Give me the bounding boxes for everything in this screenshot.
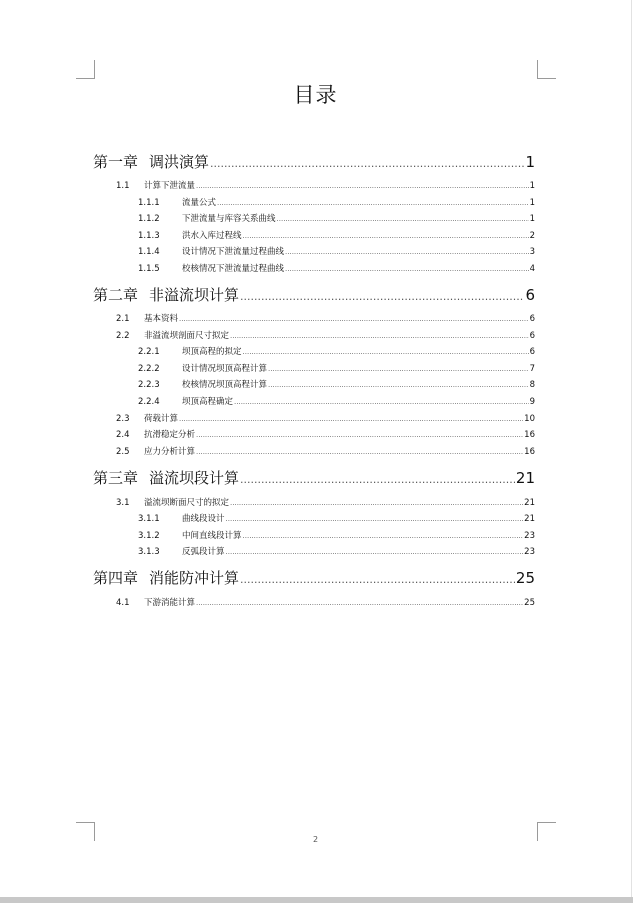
toc-leader-dots <box>234 396 529 408</box>
toc-entry-number: 1.1.4 <box>138 247 160 257</box>
toc-entry-text: 基本资料 <box>144 314 179 324</box>
toc-entry-number: 2.2 <box>116 331 130 341</box>
toc-entry-page: 1 <box>529 214 535 224</box>
toc-entry-page: 6 <box>529 347 535 357</box>
toc-entry-text: 洪水入库过程线 <box>182 231 242 241</box>
toc-title: 目录 <box>293 83 338 107</box>
toc-entry-text: 溢流坝断面尺寸的拟定 <box>144 498 230 508</box>
toc-entry-number: 1.1.5 <box>138 264 160 274</box>
toc-leader-dots <box>179 413 523 425</box>
toc-entry[interactable] <box>138 546 535 558</box>
toc-entry[interactable] <box>138 246 535 258</box>
toc-entry-text: 反弧段计算 <box>182 547 225 557</box>
toc-leader-dots <box>268 379 529 391</box>
toc-entry-number: 2.4 <box>116 430 130 440</box>
toc-entry-number: 3.1.1 <box>138 514 160 524</box>
toc-entry-number: 2.2.1 <box>138 347 160 357</box>
toc-entry[interactable] <box>138 530 535 542</box>
toc-entry-text: 抗滑稳定分析 <box>144 430 196 440</box>
toc-leader-dots <box>277 213 529 225</box>
toc-entry[interactable] <box>138 379 535 391</box>
toc-entry[interactable] <box>116 413 535 425</box>
toc-entry-number: 2.2.3 <box>138 380 160 390</box>
toc-entry-text: 调洪演算 <box>149 153 210 171</box>
toc-entry-number: 1.1 <box>116 181 130 191</box>
toc-entry-number: 第一章 <box>93 153 139 171</box>
toc-entry-number: 2.2.2 <box>138 364 160 374</box>
toc-entry[interactable] <box>138 230 535 242</box>
crop-mark-top-left <box>76 60 95 79</box>
toc-entry-page: 21 <box>515 469 535 487</box>
toc-entry-number: 3.1.3 <box>138 547 160 557</box>
toc-leader-dots <box>243 230 529 242</box>
toc-entry-text: 中间直线段计算 <box>182 531 242 541</box>
toc-leader-dots <box>179 313 529 325</box>
toc-leader-dots <box>268 363 529 375</box>
toc-entry-page: 7 <box>529 364 535 374</box>
toc-entry[interactable] <box>93 569 535 589</box>
toc-entry-number: 第三章 <box>93 469 139 487</box>
toc-entry-page: 9 <box>529 397 535 407</box>
toc-entry-number: 1.1.1 <box>138 198 160 208</box>
toc-entry-text: 曲线段设计 <box>182 514 225 524</box>
toc-entry-text: 流量公式 <box>182 198 217 208</box>
toc-entry-page: 8 <box>529 380 535 390</box>
toc-entry-text: 设计情况坝顶高程计算 <box>182 364 268 374</box>
toc-entry-page: 10 <box>524 414 535 424</box>
toc-entry-page: 16 <box>524 430 535 440</box>
toc-entry-page: 21 <box>524 498 535 508</box>
toc-entry-page: 2 <box>529 231 535 241</box>
toc-entry-number: 2.3 <box>116 414 130 424</box>
toc-entry-number: 2.2.4 <box>138 397 160 407</box>
toc-entry-number: 3.1.2 <box>138 531 160 541</box>
toc-entry-page: 25 <box>515 569 535 587</box>
toc-entry[interactable] <box>116 313 535 325</box>
toc-leader-dots <box>243 346 529 358</box>
toc-entry-page: 23 <box>524 547 535 557</box>
toc-leader-dots <box>217 197 529 209</box>
toc-entry-text: 计算下泄流量 <box>144 181 196 191</box>
toc-entry[interactable] <box>116 330 535 342</box>
toc-entry-text: 坝顶高程确定 <box>182 397 234 407</box>
toc-entry-text: 校核情况坝顶高程计算 <box>182 380 268 390</box>
toc-leader-dots <box>240 471 515 489</box>
viewer-bottom-edge <box>0 897 633 903</box>
toc-entry-number: 4.1 <box>116 598 130 608</box>
toc-leader-dots <box>196 597 523 609</box>
toc-entry-text: 校核情况下泄流量过程曲线 <box>182 264 285 274</box>
toc-entry-page: 6 <box>529 331 535 341</box>
toc-leader-dots <box>240 288 524 306</box>
toc-entry[interactable] <box>116 597 535 609</box>
toc-entry-number: 1.1.2 <box>138 214 160 224</box>
toc-entry-number: 2.5 <box>116 447 130 457</box>
toc-leader-dots <box>285 246 529 258</box>
toc-entry-text: 下泄流量与库容关系曲线 <box>182 214 276 224</box>
toc-entry-page: 1 <box>525 153 535 171</box>
toc-entry-text: 荷载计算 <box>144 414 179 424</box>
toc-entry-text: 非溢流坝计算 <box>149 286 240 304</box>
toc-leader-dots <box>196 446 523 458</box>
toc-entry-page: 1 <box>529 181 535 191</box>
toc-entry[interactable] <box>138 213 535 225</box>
toc-entry-page: 4 <box>529 264 535 274</box>
toc-entry-page: 1 <box>529 198 535 208</box>
toc-leader-dots <box>230 497 523 509</box>
toc-entry[interactable] <box>138 363 535 375</box>
toc-entry-text: 非溢流坝剖面尺寸拟定 <box>144 331 230 341</box>
toc-entry-text: 溢流坝段计算 <box>149 469 240 487</box>
toc-leader-dots <box>210 155 524 173</box>
toc-entry[interactable] <box>138 346 535 358</box>
toc-entry-page: 16 <box>524 447 535 457</box>
toc-entry-number: 3.1 <box>116 498 130 508</box>
toc-entry-number: 第四章 <box>93 569 139 587</box>
toc-entry-page: 21 <box>524 514 535 524</box>
toc-leader-dots <box>243 530 524 542</box>
toc-entry-number: 第二章 <box>93 286 139 304</box>
toc-entry[interactable] <box>93 469 535 489</box>
toc-entry-number: 1.1.3 <box>138 231 160 241</box>
toc-entry[interactable] <box>116 497 535 509</box>
toc-entry[interactable] <box>138 263 535 275</box>
toc-entry-page: 23 <box>524 531 535 541</box>
toc-leader-dots <box>230 330 529 342</box>
toc-entry-page: 6 <box>525 286 535 304</box>
toc-entry[interactable] <box>138 197 535 209</box>
page-number: 2 <box>312 835 319 844</box>
crop-mark-top-right <box>537 60 556 79</box>
toc-entry-page: 6 <box>529 314 535 324</box>
toc-entry-number: 2.1 <box>116 314 130 324</box>
toc-entry[interactable] <box>116 446 535 458</box>
toc-entry[interactable] <box>138 513 535 525</box>
toc-entry-text: 坝顶高程的拟定 <box>182 347 242 357</box>
toc-entry-text: 下游消能计算 <box>144 598 196 608</box>
toc-leader-dots <box>285 263 529 275</box>
toc-leader-dots <box>226 546 524 558</box>
toc-entry-page: 3 <box>529 247 535 257</box>
toc-entry[interactable] <box>116 180 535 192</box>
toc-entry[interactable] <box>116 429 535 441</box>
toc-leader-dots <box>226 513 524 525</box>
toc-leader-dots <box>196 180 529 192</box>
toc-entry-page: 25 <box>524 598 535 608</box>
toc-entry[interactable] <box>93 153 535 173</box>
toc-leader-dots <box>196 429 523 441</box>
toc-entry[interactable] <box>138 396 535 408</box>
toc-leader-dots <box>240 571 515 589</box>
toc-entry[interactable] <box>93 286 535 306</box>
toc-entry-text: 消能防冲计算 <box>149 569 240 587</box>
toc-entry-text: 设计情况下泄流量过程曲线 <box>182 247 285 257</box>
toc-entry-text: 应力分析计算 <box>144 447 196 457</box>
